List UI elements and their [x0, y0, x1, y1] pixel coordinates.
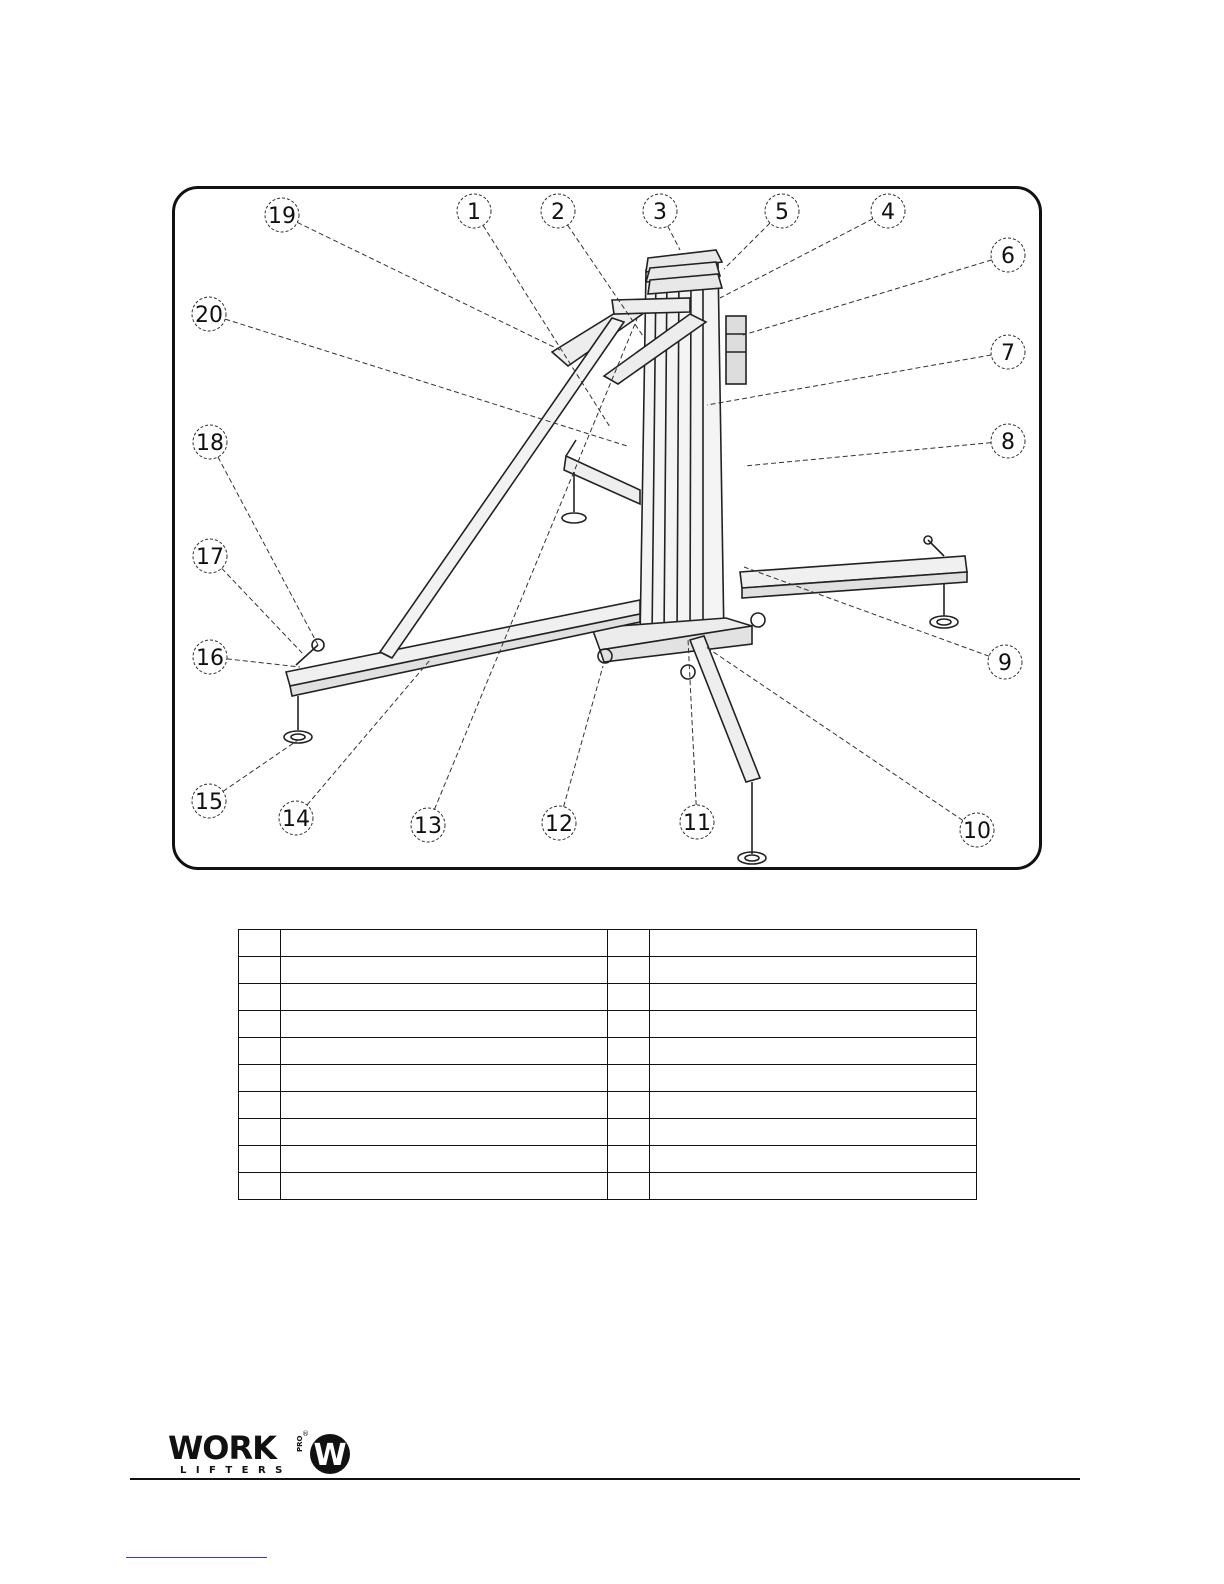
- callout-leader-12: [564, 666, 603, 807]
- table-cell-right-desc: [650, 1146, 977, 1173]
- callout-3: [643, 194, 677, 228]
- callout-11: [680, 805, 714, 839]
- callout-number: 13: [414, 814, 442, 839]
- callout-number: 16: [196, 646, 224, 671]
- callout-13: [411, 808, 445, 842]
- table-cell-right-num: [607, 930, 649, 957]
- table-cell-right-desc: [650, 1092, 977, 1119]
- callout-18: [193, 425, 227, 459]
- table-cell-left-num: [239, 984, 281, 1011]
- callout-leader-1: [483, 225, 610, 427]
- table-row: [239, 1011, 977, 1038]
- callout-4: [871, 194, 905, 228]
- table-cell-right-desc: [650, 1011, 977, 1038]
- table-cell-left-desc: [281, 984, 608, 1011]
- table-cell-left-num: [239, 1065, 281, 1092]
- callout-number: 12: [545, 812, 573, 837]
- callout-1: [457, 194, 491, 228]
- logo-word: WORK: [168, 1429, 276, 1467]
- callout-10: [960, 813, 994, 847]
- callout-number: 17: [196, 545, 224, 570]
- table-cell-right-num: [607, 1146, 649, 1173]
- logo-pro: PRO: [296, 1435, 304, 1452]
- table-cell-right-desc: [650, 984, 977, 1011]
- callout-number: 19: [268, 204, 296, 229]
- table-cell-left-desc: [281, 1146, 608, 1173]
- table-cell-right-num: [607, 1011, 649, 1038]
- callout-number: 3: [653, 200, 667, 225]
- callout-leader-15: [223, 740, 298, 791]
- callout-number: 10: [963, 819, 991, 844]
- callout-19: [265, 198, 299, 232]
- callout-number: 2: [551, 200, 565, 225]
- table-cell-left-num: [239, 1038, 281, 1065]
- callout-number: 20: [195, 303, 223, 328]
- callout-number: 6: [1001, 244, 1015, 269]
- callout-17: [193, 539, 227, 573]
- callout-leader-19: [297, 222, 560, 350]
- table-cell-left-desc: [281, 1173, 608, 1200]
- callout-number: 1: [467, 200, 481, 225]
- callout-16: [193, 640, 227, 674]
- table-row: [239, 1173, 977, 1200]
- table-cell-right-num: [607, 957, 649, 984]
- table-cell-right-desc: [650, 930, 977, 957]
- callout-12: [542, 806, 576, 840]
- callout-20: [192, 297, 226, 331]
- table-cell-left-num: [239, 1119, 281, 1146]
- callout-8: [991, 424, 1025, 458]
- table-cell-right-num: [607, 1065, 649, 1092]
- callout-6: [991, 238, 1025, 272]
- table-row: [239, 1038, 977, 1065]
- worklifters-logo: [168, 1428, 353, 1476]
- callout-number: 5: [775, 200, 789, 225]
- callout-leader-6: [743, 260, 992, 335]
- callout-leader-5: [724, 223, 770, 269]
- table-cell-right-desc: [650, 1065, 977, 1092]
- table-cell-left-num: [239, 1173, 281, 1200]
- table-cell-right-desc: [650, 957, 977, 984]
- callout-number: 15: [195, 790, 223, 815]
- table-cell-right-desc: [650, 1038, 977, 1065]
- callout-leader-10: [706, 647, 963, 820]
- callout-number: 4: [881, 200, 895, 225]
- table-cell-left-desc: [281, 930, 608, 957]
- callout-number: 8: [1001, 430, 1015, 455]
- callout-number: 9: [998, 651, 1012, 676]
- callout-leader-3: [668, 226, 680, 250]
- callout-leader-16: [227, 659, 300, 667]
- table-row: [239, 1065, 977, 1092]
- table-row: [239, 1146, 977, 1173]
- table-cell-left-num: [239, 957, 281, 984]
- callout-leader-17: [222, 568, 304, 655]
- callout-9: [988, 645, 1022, 679]
- callout-number: 11: [683, 811, 711, 836]
- table-row: [239, 1119, 977, 1146]
- table-cell-left-desc: [281, 1038, 608, 1065]
- table-cell-right-desc: [650, 1173, 977, 1200]
- footer-link-underline: [126, 1557, 267, 1558]
- callout-number: 14: [282, 807, 310, 832]
- lifter-illustration: [284, 250, 967, 864]
- callout-2: [541, 194, 575, 228]
- table-cell-left-num: [239, 1146, 281, 1173]
- callout-5: [765, 194, 799, 228]
- table-cell-right-num: [607, 1092, 649, 1119]
- logo-sub: L I F T E R S: [180, 1465, 286, 1476]
- table-cell-left-desc: [281, 1119, 608, 1146]
- table-row: [239, 957, 977, 984]
- callout-leader-11: [688, 639, 696, 805]
- callout-leader-7: [707, 355, 991, 405]
- logo-registered: ®: [302, 1430, 309, 1438]
- callout-15: [192, 784, 226, 818]
- table-cell-right-desc: [650, 1119, 977, 1146]
- table-cell-right-num: [607, 1119, 649, 1146]
- table-cell-right-num: [607, 1038, 649, 1065]
- callout-number: 7: [1001, 341, 1015, 366]
- table-cell-left-num: [239, 930, 281, 957]
- table-cell-left-desc: [281, 1011, 608, 1038]
- table-cell-left-num: [239, 1011, 281, 1038]
- table-cell-left-desc: [281, 957, 608, 984]
- callout-14: [279, 801, 313, 835]
- callout-leader-4: [720, 219, 873, 298]
- table-row: [239, 1092, 977, 1119]
- callout-number: 18: [196, 431, 224, 456]
- table-row: [239, 984, 977, 1011]
- table-cell-right-num: [607, 1173, 649, 1200]
- table-cell-right-num: [607, 984, 649, 1011]
- logo-mark: W: [313, 1438, 347, 1473]
- parts-list-table: [238, 929, 977, 1200]
- table-row: [239, 930, 977, 957]
- callout-7: [991, 335, 1025, 369]
- callout-leader-13: [434, 319, 637, 809]
- footer-rule: [130, 1478, 1080, 1480]
- table-cell-left-num: [239, 1092, 281, 1119]
- callout-leader-8: [744, 443, 991, 466]
- table-cell-left-desc: [281, 1065, 608, 1092]
- table-cell-left-desc: [281, 1092, 608, 1119]
